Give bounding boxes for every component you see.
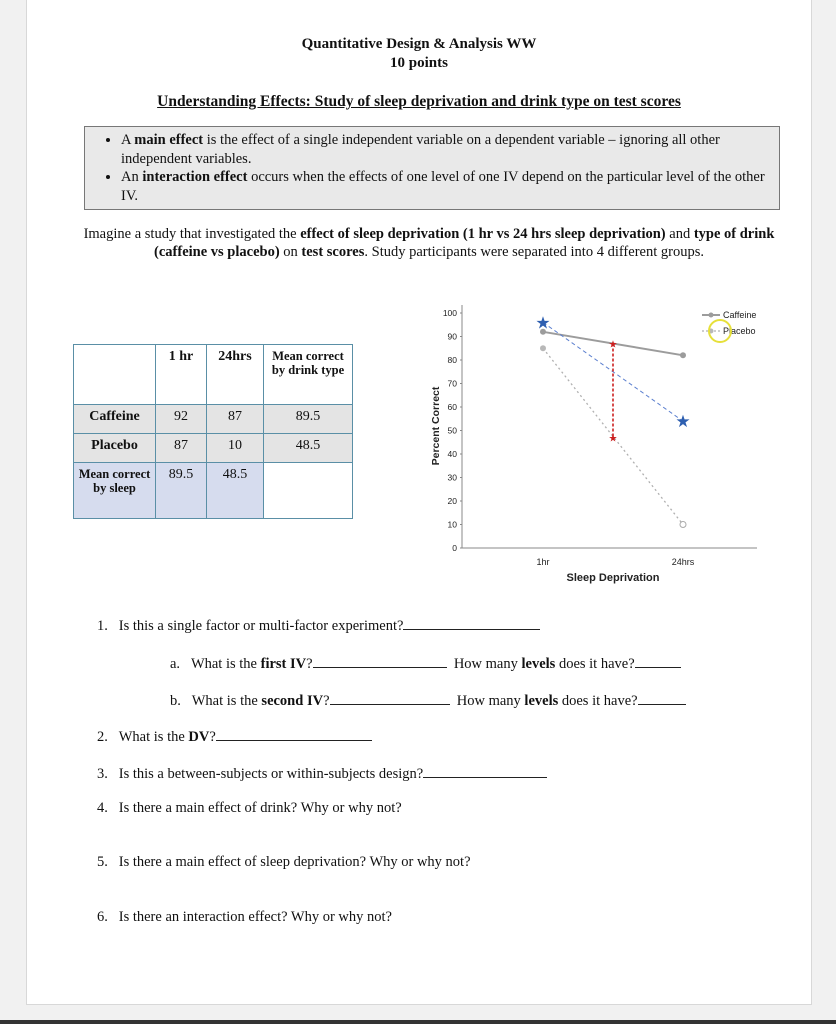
data-point-placebo-1hr [540,345,546,351]
study-description: Imagine a study that investigated the effect of sleep deprivation (1 hr vs 24 hrs sleep deprivation) and type of drink (caffeine vs placebo) on test scores. Study participants were separated into 4 different groups. [83,226,775,260]
y-tick-label: 0 [452,543,457,553]
x-tick-label: 24hrs [671,557,695,567]
cell-placebo-mean: 48.5 [264,434,353,463]
answer-blank-q1[interactable] [403,617,540,630]
definition-main-effect: • A main effect is the effect of a single independent variable on a dependent variable – ignoring all other independent variables. [121,131,779,168]
y-tick-label: 10 [447,519,457,530]
answer-blank-first-iv[interactable] [313,655,447,668]
question-4: 4. Is there a main effect of drink? Why or why not? [97,800,402,816]
line-chart [402,295,782,590]
row-label-caffeine: Caffeine [74,405,156,434]
star-annotation-red: ★ [608,433,618,445]
answer-blank-second-iv[interactable] [330,692,450,705]
x-tick-label: 1hr [536,557,550,567]
table-header-row [74,345,353,405]
question-2: 2. What is the DV? [97,728,372,746]
chart-legend [702,310,756,342]
table-corner-cell [74,345,156,405]
legend-marker-caffeine [709,313,714,318]
table-row-mean-sleep [74,463,353,519]
answer-blank-dv[interactable] [216,728,372,741]
y-tick-label: 50 [447,425,457,436]
legend-label-caffeine: Caffeine [723,310,757,320]
cell-placebo-1hr: 87 [156,434,207,463]
y-tick-label: 30 [447,472,457,483]
col-header-1hr: 1 hr [156,345,207,405]
worksheet-subtitle: Understanding Effects: Study of sleep deprivation and drink type on test scores [157,93,681,110]
star-annotation-red: ★ [608,339,618,351]
y-tick-label: 100 [442,308,457,318]
row-label-mean-sleep: Mean correct by sleep [74,463,156,519]
question-1a: a. What is the first IV? How many levels does it have? [170,655,681,673]
y-tick-label: 40 [447,449,457,459]
answer-blank-design[interactable] [423,765,547,778]
legend-label-placebo: Placebo [723,326,756,336]
row-label-placebo: Placebo [74,434,156,463]
star-annotation-blue: ★ [675,412,691,432]
cell-caffeine-mean: 89.5 [264,405,353,434]
question-1b: b. What is the second IV? How many levels does it have? [170,692,686,710]
data-point-caffeine-24hrs [680,352,686,358]
question-3: 3. Is this a between-subjects or within-subjects design? [97,765,547,783]
col-header-mean-drink: Mean correct by drink type [264,345,353,405]
cell-placebo-24hrs: 10 [207,434,264,463]
data-point-placebo-24hrs [680,522,686,528]
cell-mean-24hrs: 48.5 [207,463,264,519]
y-tick-label: 90 [447,331,457,342]
y-axis-label: Percent Correct [430,386,442,466]
bottom-edge-bar [0,1020,836,1024]
course-title: Quantitative Design & Analysis WW [301,36,537,52]
points-label: 10 points [390,55,448,71]
y-tick-label: 80 [447,355,457,365]
answer-blank-first-iv-levels[interactable] [635,655,681,668]
y-tick-label: 60 [447,402,457,412]
y-tick-label: 20 [447,496,457,506]
table-row-placebo [74,434,353,463]
definitions-box [84,126,780,210]
question-5: 5. Is there a main effect of sleep deprivation? Why or why not? [97,854,471,870]
y-tick-label: 70 [447,378,457,389]
question-6: 6. Is there an interaction effect? Why or why not? [97,909,392,925]
definition-interaction-effect: • An interaction effect occurs when the effects of one level of one IV depend on the particular level of the other IV. [121,168,779,205]
cell-caffeine-24hrs: 87 [207,405,264,434]
col-header-24hrs: 24hrs [207,345,264,405]
table-row-caffeine [74,405,353,434]
worksheet-page [26,0,812,1005]
star-annotation-blue: ★ [535,313,551,333]
x-axis-label: Sleep Deprivation [566,572,660,584]
answer-blank-second-iv-levels[interactable] [638,692,686,705]
cell-mean-1hr: 89.5 [156,463,207,519]
question-1: 1. Is this a single factor or multi-factor experiment? [97,617,540,635]
cell-caffeine-1hr: 92 [156,405,207,434]
cell-mean-empty [264,463,353,519]
results-table [73,344,353,519]
